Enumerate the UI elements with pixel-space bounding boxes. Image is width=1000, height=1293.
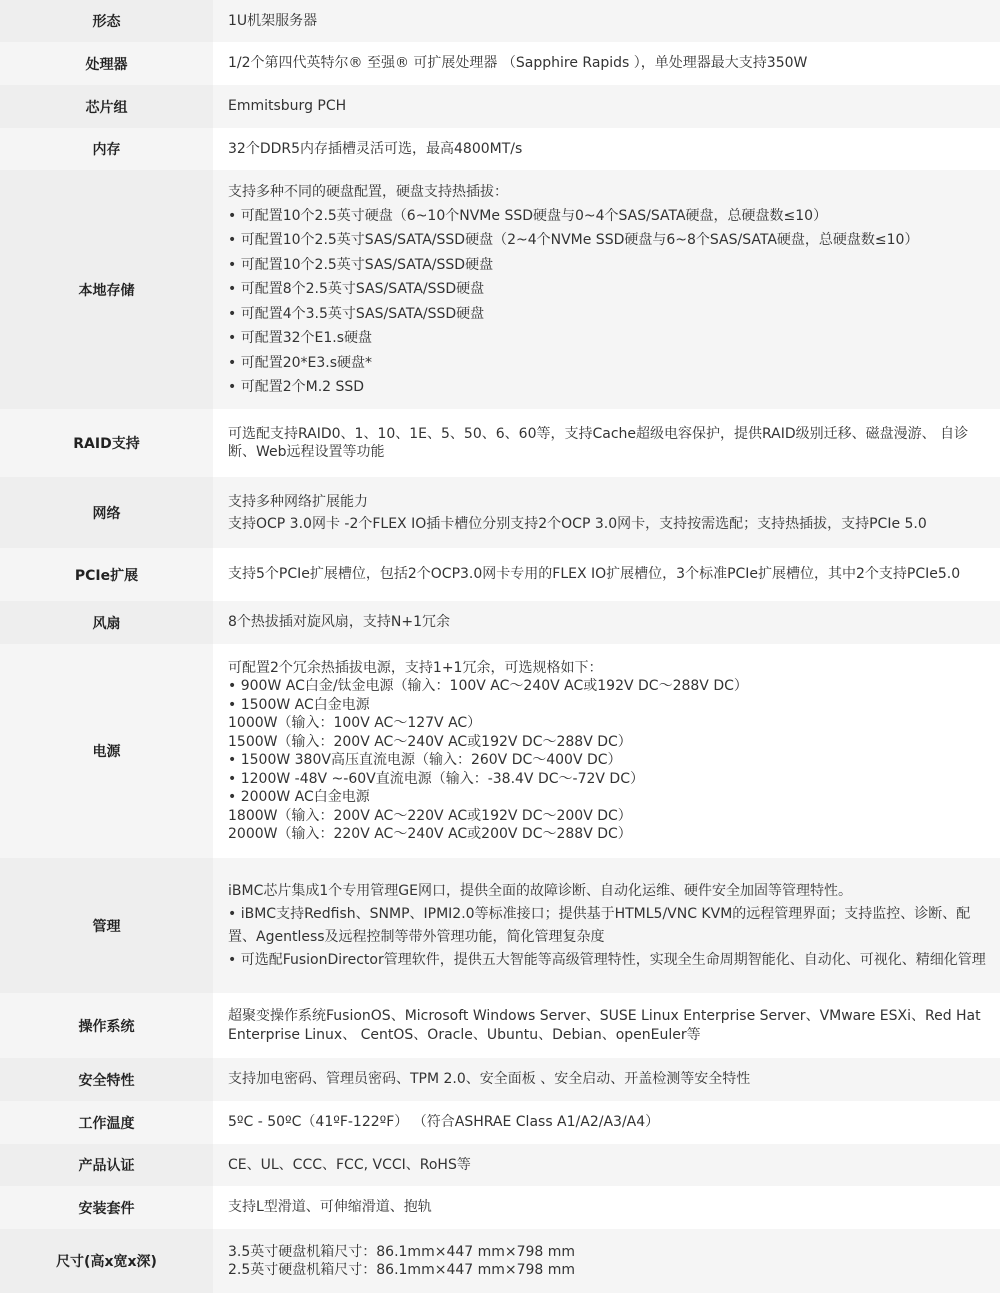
value-line: • 可配置32个E1.s硬盘 xyxy=(228,326,992,350)
value-line: • 1500W AC白金电源 xyxy=(228,696,992,715)
value-line: • 可配置10个2.5英寸硬盘（6~10个NVMe SSD硬盘与0~4个SAS/SATA硬盘，总硬盘数≤10） xyxy=(228,204,992,228)
value-line: 8个热拔插对旋风扇，支持N+1冗余 xyxy=(228,614,451,631)
value-line: 支持5个PCIe扩展槽位，包括2个OCP3.0网卡专用的FLEX IO扩展槽位，3个标准PCIe扩展槽位，其中2个支持PCIe5.0 xyxy=(228,566,961,583)
spec-row-os xyxy=(0,993,1000,1058)
spec-row-security xyxy=(0,1058,1000,1101)
value-line: • 可配置8个2.5英寸SAS/SATA/SSD硬盘 xyxy=(228,277,992,301)
spec-value xyxy=(213,1186,1000,1229)
spec-value xyxy=(213,1058,1000,1101)
value-line: 3.5英寸硬盘机箱尺寸：86.1mm×447 mm×798 mm xyxy=(228,1243,576,1260)
spec-label: 本地存储 xyxy=(0,170,213,409)
value-line: 可选配支持RAID0、1、10、1E、5、50、6、60等，支持Cache超级电容保护，提供RAID级别迁移、磁盘漫游、 自诊断、Web远程设置等功能 xyxy=(228,425,969,460)
spec-label: 管理 xyxy=(0,858,213,993)
value-line: • 可选配FusionDirector管理软件，提供五大智能等高级管理特性，实现全生命周期智能化、自动化、可视化、精细化管理 xyxy=(228,949,992,972)
spec-row-power xyxy=(0,644,1000,858)
spec-label: 产品认证 xyxy=(0,1144,213,1186)
spec-row-dimensions xyxy=(0,1229,1000,1293)
value-line: 1800W（输入：200V AC～220V AC或192V DC～200V DC） xyxy=(228,807,632,824)
value-line: • 900W AC白金/钛金电源（输入：100V AC～240V AC或192V DC～288V DC） xyxy=(228,677,992,696)
value-line: 1/2个第四代英特尔® 至强® 可扩展处理器 （Sapphire Rapids ），单处理器最大支持350W xyxy=(228,55,808,72)
value-line: 可配置2个冗余热插拔电源，支持1+1冗余，可选规格如下： xyxy=(228,659,603,676)
value-line: • iBMC支持Redfish、SNMP、IPMI2.0等标准接口；提供基于HTML5/VNC KVM的远程管理界面；支持监控、诊断、配置、Agentless及远程控制等带外管理功能，简化管理复杂度 xyxy=(228,903,992,949)
spec-row-temperature xyxy=(0,1101,1000,1144)
value-line: 支持多种网络扩展能力 xyxy=(228,493,368,510)
spec-label: 网络 xyxy=(0,477,213,548)
value-line: • 可配置4个3.5英寸SAS/SATA/SSD硬盘 xyxy=(228,302,992,326)
spec-value xyxy=(213,644,1000,858)
spec-label: RAID支持 xyxy=(0,409,213,477)
spec-label: 操作系统 xyxy=(0,993,213,1058)
value-line: 支持OCP 3.0网卡 -2个FLEX IO插卡槽位分别支持2个OCP 3.0网卡，支持按需选配；支持热插拔，支持PCIe 5.0 xyxy=(228,515,927,532)
spec-row-storage xyxy=(0,170,1000,409)
spec-value xyxy=(213,170,1000,409)
spec-row-management xyxy=(0,858,1000,993)
spec-row-mounting xyxy=(0,1186,1000,1229)
value-line: • 1500W 380V高压直流电源（输入：260V DC～400V DC） xyxy=(228,751,992,770)
value-line: • 1200W -48V ~-60V直流电源（输入：-38.4V DC～-72V DC） xyxy=(228,770,992,789)
value-line: 32个DDR5内存插槽灵活可选，最高4800MT/s xyxy=(228,140,523,157)
spec-value xyxy=(213,601,1000,644)
spec-label: 安全特性 xyxy=(0,1058,213,1101)
value-line: 2000W（输入：220V AC～240V AC或200V DC～288V DC） xyxy=(228,826,632,842)
value-line: • 可配置2个M.2 SSD xyxy=(228,375,992,399)
spec-value xyxy=(213,858,1000,993)
value-line: 支持L型滑道、可伸缩滑道、抱轨 xyxy=(228,1199,432,1216)
spec-value xyxy=(213,548,1000,601)
value-line: 支持加电密码、管理员密码、TPM 2.0、安全面板 、安全启动、开盖检测等安全特性 xyxy=(228,1071,751,1088)
value-line: 支持多种不同的硬盘配置，硬盘支持热插拔： xyxy=(228,183,508,200)
spec-value xyxy=(213,993,1000,1058)
spec-row-raid xyxy=(0,409,1000,477)
spec-value xyxy=(213,409,1000,477)
value-line: Emmitsburg PCH xyxy=(228,98,347,115)
value-line: • 可配置20*E3.s硬盘* xyxy=(228,351,992,375)
spec-value xyxy=(213,85,1000,128)
spec-label: 内存 xyxy=(0,128,213,170)
spec-row-chipset xyxy=(0,85,1000,128)
spec-value xyxy=(213,128,1000,170)
spec-label: 形态 xyxy=(0,0,213,42)
value-line: 1000W（输入：100V AC～127V AC） xyxy=(228,715,482,731)
spec-value xyxy=(213,477,1000,548)
spec-label: 处理器 xyxy=(0,42,213,85)
spec-label: PCIe扩展 xyxy=(0,548,213,601)
value-line: CE、UL、CCC、FCC, VCCI、RoHS等 xyxy=(228,1156,471,1173)
value-line: 1U机架服务器 xyxy=(228,12,318,29)
spec-label: 工作温度 xyxy=(0,1101,213,1144)
value-line: 5ºC - 50ºC（41ºF-122ºF） （符合ASHRAE Class A1/A2/A3/A4） xyxy=(228,1114,660,1131)
spec-row-memory xyxy=(0,128,1000,170)
spec-label: 电源 xyxy=(0,644,213,858)
spec-row-fan xyxy=(0,601,1000,644)
spec-value xyxy=(213,1229,1000,1293)
spec-label: 芯片组 xyxy=(0,85,213,128)
value-line: 2.5英寸硬盘机箱尺寸：86.1mm×447 mm×798 mm xyxy=(228,1262,576,1278)
value-line: • 可配置10个2.5英寸SAS/SATA/SSD硬盘 xyxy=(228,253,992,277)
spec-row-processor xyxy=(0,42,1000,85)
spec-label: 风扇 xyxy=(0,601,213,644)
spec-value xyxy=(213,1144,1000,1186)
value-line: iBMC芯片集成1个专用管理GE网口，提供全面的故障诊断、自动化运维、硬件安全加固等管理特性。 xyxy=(228,882,852,899)
spec-label: 安装套件 xyxy=(0,1186,213,1229)
spec-label: 尺寸(高x宽x深) xyxy=(0,1229,213,1293)
spec-row-network xyxy=(0,477,1000,548)
spec-row-form-factor xyxy=(0,0,1000,42)
value-line: 超聚变操作系统FusionOS、Microsoft Windows Server、SUSE Linux Enterprise Server、VMware ESXi、Red Hat Enterprise Linux、 CentOS、Oracle、Ubuntu、Debian、openEuler等 xyxy=(228,1008,981,1043)
value-line: • 2000W AC白金电源 xyxy=(228,788,992,807)
spec-value xyxy=(213,1101,1000,1144)
spec-value xyxy=(213,42,1000,85)
spec-row-certification xyxy=(0,1144,1000,1186)
spec-row-pcie xyxy=(0,548,1000,601)
value-line: • 可配置10个2.5英寸SAS/SATA/SSD硬盘（2~4个NVMe SSD硬盘与6~8个SAS/SATA硬盘，总硬盘数≤10） xyxy=(228,228,992,252)
value-line: 1500W（输入：200V AC～240V AC或192V DC～288V DC） xyxy=(228,733,632,750)
spec-value xyxy=(213,0,1000,42)
